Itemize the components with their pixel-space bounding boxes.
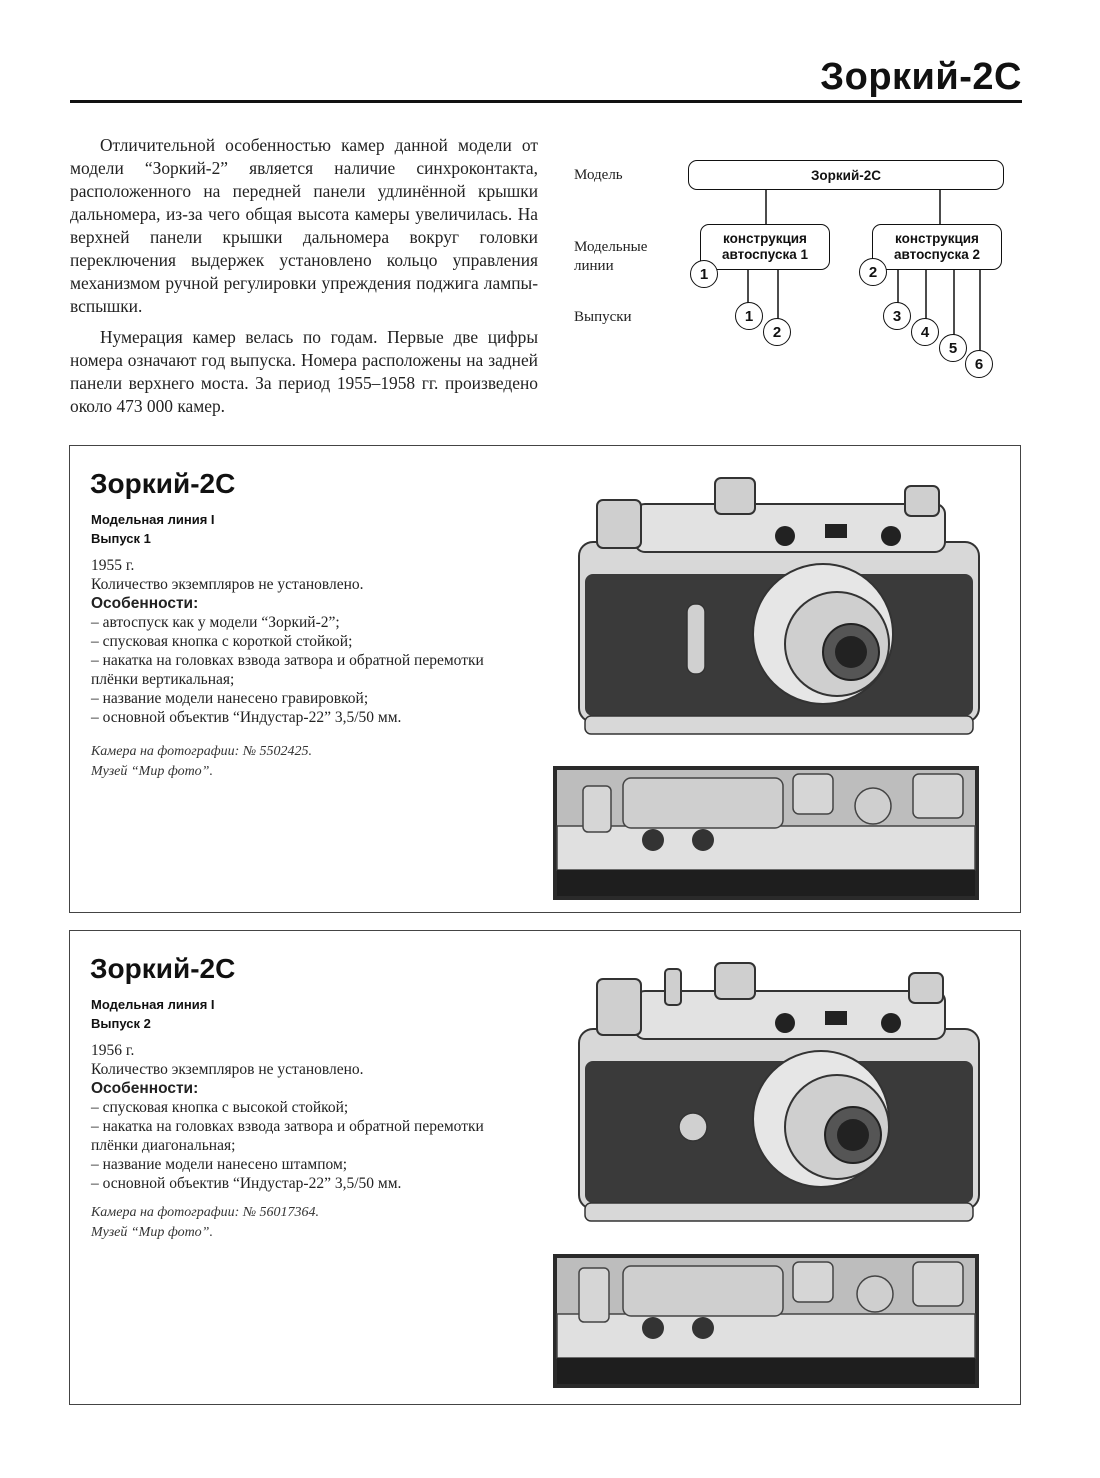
- card-feature: – спусковая кнопка с высокой стойкой;: [91, 1099, 349, 1116]
- diagram-release-2: 2: [763, 318, 791, 346]
- card-features-title: Особенности:: [91, 1080, 199, 1097]
- camera-front-photo: [575, 949, 995, 1239]
- card-feature: – название модели нанесено штампом;: [91, 1156, 348, 1173]
- card-feature: – основной объектив “Индустар-22” 3,5/50 мм.: [91, 709, 402, 726]
- card-feature: – название модели нанесено гравировкой;: [91, 690, 369, 707]
- diagram-label-releases: Выпуски: [574, 309, 632, 325]
- diagram-line-1-number: 1: [690, 260, 718, 288]
- card-caption: [91, 742, 312, 782]
- card-model-line: Модельная линия I: [91, 512, 215, 527]
- card-subtitle: [91, 510, 215, 548]
- intro-paragraph-1: Отличительной особенностью камер данной модели от модели “Зоркий-2” является наличие синхроконтакта, расположенного на передней панели удлинённой крышки дальномера, из-за чего общая высота камеры увеличилась. На верхней панели крышки дальномера вокруг головки переключения выдержек установлено кольцо управления механизмом ручной регулировки упреждения поджига лампы-вспышки.: [70, 135, 538, 316]
- card-count: Количество экземпляров не установлено.: [91, 576, 364, 593]
- card-body: [91, 1041, 531, 1193]
- card-release: Выпуск 1: [91, 531, 151, 546]
- card-feature: – основной объектив “Индустар-22” 3,5/50 мм.: [91, 1175, 402, 1192]
- diagram-release-1: 1: [735, 302, 763, 330]
- card-year: 1955 г.: [91, 557, 135, 574]
- card-caption: [91, 1203, 319, 1243]
- release-card-1: [69, 445, 1021, 913]
- card-features-list: [91, 1098, 531, 1193]
- diagram-model-box: Зоркий-2С: [688, 160, 1004, 190]
- diagram-release-4: 4: [911, 318, 939, 346]
- card-caption-camera: Камера на фотографии: № 5502425.: [91, 744, 313, 759]
- card-year: 1956 г.: [91, 1042, 135, 1059]
- diagram-line-2-number: 2: [859, 258, 887, 286]
- card-release: Выпуск 2: [91, 1016, 151, 1031]
- card-features-title: Особенности:: [91, 595, 199, 612]
- diagram-line-1-box: [700, 224, 830, 270]
- diagram-release-3: 3: [883, 302, 911, 330]
- model-diagram: [560, 150, 1040, 390]
- diagram-line-1-title: конструкция: [723, 231, 807, 246]
- diagram-line-2-box: [872, 224, 1002, 270]
- card-feature: – спусковая кнопка с короткой стойкой;: [91, 633, 353, 650]
- title-rule: [70, 100, 1022, 103]
- card-body: [91, 556, 531, 727]
- card-features-list: [91, 613, 531, 727]
- diagram-label-model: Модель: [574, 167, 623, 183]
- diagram-line-1-subtitle: автоспуска 1: [722, 247, 808, 262]
- diagram-line-2-title: конструкция: [895, 231, 979, 246]
- camera-front-photo: [575, 464, 995, 754]
- card-title: Зоркий-2С: [90, 468, 236, 499]
- card-model-line: Модельная линия I: [91, 997, 215, 1012]
- camera-top-photo: [553, 766, 979, 900]
- page-title: Зоркий-2С: [820, 56, 1022, 98]
- camera-top-photo: [553, 1254, 979, 1388]
- card-caption-museum: Музей “Мир фото”.: [91, 1225, 213, 1240]
- diagram-label-lines: Модельные линии: [574, 239, 648, 274]
- diagram-release-5: 5: [939, 334, 967, 362]
- diagram-release-6: 6: [965, 350, 993, 378]
- card-title: Зоркий-2С: [90, 953, 236, 984]
- intro-text: [70, 134, 538, 426]
- card-caption-camera: Камера на фотографии: № 56017364.: [91, 1205, 320, 1220]
- card-subtitle: [91, 995, 215, 1033]
- release-card-2: [69, 930, 1021, 1405]
- card-feature: – накатка на головках взвода затвора и обратной перемотки плёнки вертикальная;: [91, 652, 484, 688]
- card-feature: – накатка на головках взвода затвора и обратной перемотки плёнки диагональная;: [91, 1118, 484, 1154]
- diagram-line-2-subtitle: автоспуска 2: [894, 247, 980, 262]
- card-caption-museum: Музей “Мир фото”.: [91, 764, 213, 779]
- intro-paragraph-2: Нумерация камер велась по годам. Первые две цифры номера означают год выпуска. Номера расположены на задней панели верхнего моста. За период 1955–1958 гг. произведено около 473 000 камер.: [70, 327, 538, 416]
- card-count: Количество экземпляров не установлено.: [91, 1061, 364, 1078]
- card-feature: – автоспуск как у модели “Зоркий-2”;: [91, 614, 340, 631]
